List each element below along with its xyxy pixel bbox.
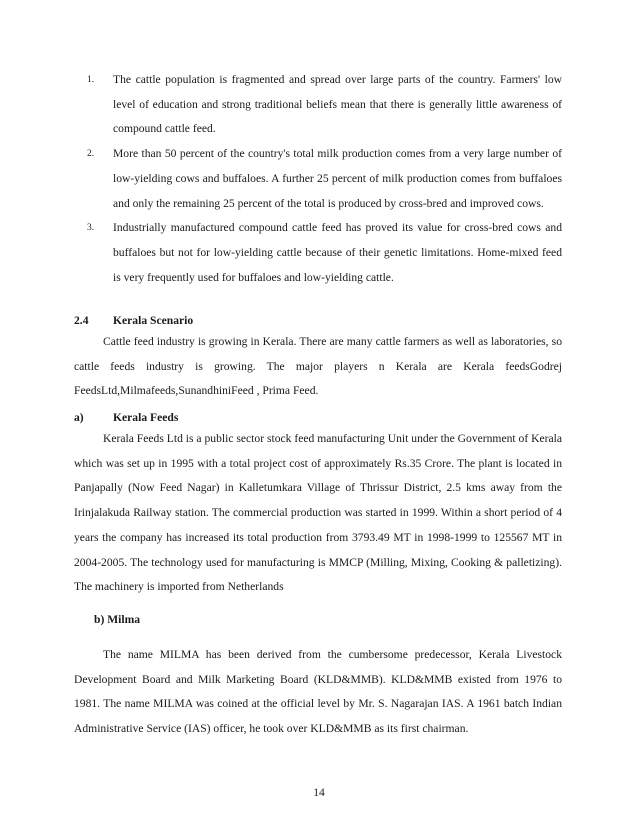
subsection-title: Kerala Feeds <box>113 411 179 424</box>
list-item-number: 3. <box>87 223 95 234</box>
section-title: Kerala Scenario <box>113 314 194 327</box>
numbered-list <box>0 68 638 290</box>
list-item <box>87 216 562 290</box>
list-item-text: Industrially manufactured compound cattle feed has proved its value for cross-bred cows and buffaloes but not for low-yielding cattle because of their genetic limitations. Home-mixed feed is very frequently used for buffaloes and low-yielding cattle. <box>113 221 562 284</box>
list-item-number: 2. <box>87 149 95 160</box>
list-item-text: The cattle population is fragmented and spread over large parts of the country. Farmers' low level of education and strong traditional beliefs mean that there is generally little awareness of compound cattle feed. <box>113 73 562 136</box>
list-item <box>87 142 562 216</box>
subsection-label: a) <box>74 411 84 424</box>
section-number: 2.4 <box>74 314 89 327</box>
section-paragraph: Cattle feed industry is growing in Kerala. There are many cattle farmers as well as laboratories, so cattle feeds industry is growing. The major players n Kerala are Kerala feedsGodrej FeedsLtd,Milmafeeds,SunandhiniFeed , Prima Feed. <box>74 335 562 398</box>
list-item-text: More than 50 percent of the country's total milk production comes from a very large number of low-yielding cows and buffaloes. A further 25 percent of milk production comes from buffaloes and only the remaining 25 percent of the total is produced by cross-bred and improved cows. <box>113 147 562 210</box>
subsection-paragraph: Kerala Feeds Ltd is a public sector stock feed manufacturing Unit under the Government of Kerala which was set up in 1995 with a total project cost of approximately Rs.35 Crore. The plant is located in Panjapally (Now Feed Nagar) in Kalletumkara Village of Thrissur District, 2.5 kms away from the Irinjalakuda Railway station. The commercial production was started in 1999. Within a short period of 4 years the company has increased its total production from 3793.49 MT in 1998-1999 to 125567 MT in 2004-2005. The technology used for manufacturing is MMCP (Milling, Mixing, Cooking & palletizing). The machinery is imported from Netherlands <box>74 432 562 594</box>
page-number: 14 <box>313 786 325 799</box>
subsection-heading: b) Milma <box>94 613 141 626</box>
subsection-paragraph: The name MILMA has been derived from the cumbersome predecessor, Kerala Livestock Development Board and Milk Marketing Board (KLD&MMB). KLD&MMB existed from 1976 to 1981. The name MILMA was coined at the official level by Mr. S. Nagarajan IAS. A 1961 batch Indian Administrative Service (IAS) officer, he took over KLD&MMB as its first chairman. <box>74 648 562 736</box>
list-item <box>87 68 562 142</box>
list-item-number: 1. <box>87 75 95 85</box>
